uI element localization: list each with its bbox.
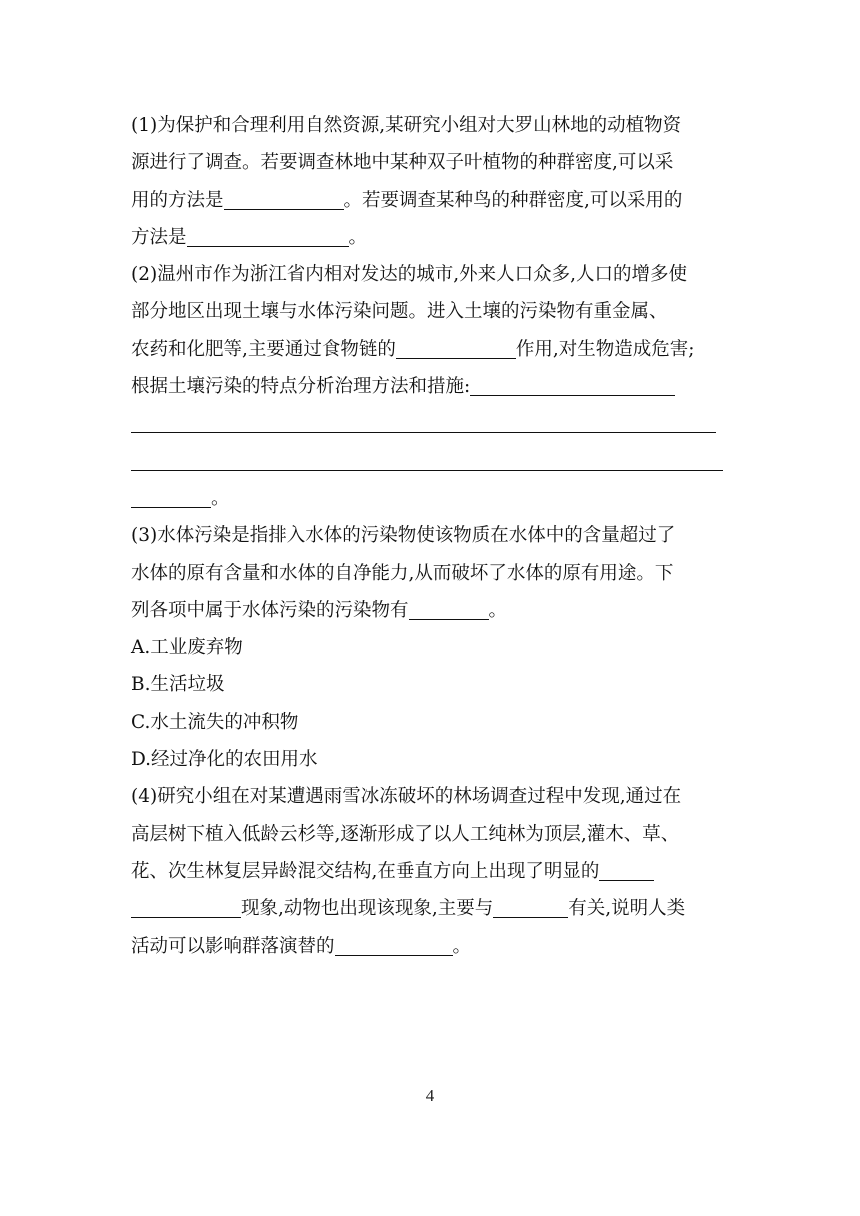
q2-line-5 bbox=[131, 405, 743, 442]
q3-text: 。 bbox=[488, 599, 508, 621]
q1-text: 用的方法是 bbox=[131, 189, 224, 211]
q2-line-1 bbox=[131, 256, 743, 293]
q3-line-1 bbox=[131, 517, 743, 554]
q3-line-3 bbox=[131, 592, 743, 629]
q4-text: 花、次生林复层异龄混交结构,在垂直方向上出现了明显的 bbox=[131, 860, 600, 882]
q2-text: 根据土壤污染的特点分析治理方法和措施: bbox=[131, 376, 471, 398]
q4-line-1 bbox=[131, 778, 743, 815]
q2-text: 作用,对生物造成危害; bbox=[515, 338, 695, 360]
q2-text: 部分地区出现土壤与水体污染问题。进入土壤的污染物有重金属、 bbox=[131, 301, 668, 323]
q4-line-2 bbox=[131, 816, 743, 853]
q1-text: 方法是 bbox=[131, 226, 187, 248]
page-number: 4 bbox=[425, 1086, 435, 1105]
option-text: D.经过净化的农田用水 bbox=[131, 749, 318, 771]
q3-text: (3)水体污染是指排入水体的污染物使该物质在水体中的含量超过了 bbox=[131, 525, 676, 547]
option-text: A.工业废弃物 bbox=[131, 637, 243, 659]
answer-blank-q4-succession[interactable] bbox=[335, 933, 453, 956]
q2-line-2 bbox=[131, 293, 743, 330]
option-text: C.水土流失的冲积物 bbox=[131, 711, 299, 733]
q3-text: 列各项中属于水体污染的污染物有 bbox=[131, 599, 409, 621]
q4-line-3 bbox=[131, 853, 743, 890]
q1-text: 。 bbox=[348, 226, 368, 248]
q2-text: (2)温州市作为浙江省内相对发达的城市,外来人口众多,人口的增多使 bbox=[131, 264, 687, 286]
q3-option-b bbox=[131, 666, 743, 703]
q3-option-a bbox=[131, 629, 743, 666]
q4-text: 现象,动物也出现该现象,主要与 bbox=[241, 898, 494, 920]
q4-line-4 bbox=[131, 890, 743, 927]
q4-text: (4)研究小组在对某遭遇雨雪冰冻破坏的林场调查过程中发现,通过在 bbox=[131, 786, 682, 808]
q2-text: 。 bbox=[211, 487, 230, 509]
q3-option-d bbox=[131, 741, 743, 778]
q1-text: 源进行了调查。若要调查林地中某种双子叶植物的种群密度,可以采 bbox=[131, 152, 674, 174]
q1-line-3 bbox=[131, 182, 743, 219]
answer-blank-q4-related-factor[interactable] bbox=[493, 895, 568, 918]
answer-blank-q4-structure-a[interactable] bbox=[599, 858, 654, 881]
q4-text: 。 bbox=[452, 935, 472, 957]
q2-line-6 bbox=[131, 443, 743, 480]
q1-text: (1)为保护和合理利用自然资源,某研究小组对大罗山林地的动植物资 bbox=[131, 115, 682, 136]
q2-text: 农药和化肥等,主要通过食物链的 bbox=[131, 338, 396, 360]
answer-blank-q2-measures-4[interactable] bbox=[131, 485, 211, 508]
answer-blank-q2-measures-3[interactable] bbox=[131, 448, 723, 471]
q1-line-2 bbox=[131, 144, 743, 181]
answer-blank-q2-food-chain[interactable] bbox=[396, 336, 516, 359]
answer-blank-q2-measures-2[interactable] bbox=[131, 410, 716, 433]
answer-blank-q3-pollutants[interactable] bbox=[409, 597, 489, 620]
answer-blank-q2-measures-1[interactable] bbox=[470, 373, 675, 396]
q2-line-4 bbox=[131, 368, 743, 405]
q3-line-2 bbox=[131, 555, 743, 592]
q1-text: 。若要调查某种鸟的种群密度,可以采用的 bbox=[343, 189, 683, 211]
question-content bbox=[131, 107, 743, 965]
q4-line-5 bbox=[131, 928, 743, 965]
q4-text: 活动可以影响群落演替的 bbox=[131, 935, 335, 957]
q2-line-3 bbox=[131, 331, 743, 368]
option-text: B.生活垃圾 bbox=[131, 674, 225, 696]
q4-text: 高层树下植入低龄云杉等,逐渐形成了以人工纯林为顶层,灌木、草、 bbox=[131, 823, 680, 845]
q3-option-c bbox=[131, 704, 743, 741]
q4-text: 有关,说明人类 bbox=[568, 898, 686, 920]
q3-text: 水体的原有含量和水体的自净能力,从而破坏了水体的原有用途。下 bbox=[131, 562, 674, 584]
answer-blank-q1-method-plant[interactable] bbox=[224, 187, 344, 210]
answer-blank-q4-structure-b[interactable] bbox=[131, 895, 241, 918]
q1-line-1 bbox=[131, 107, 743, 144]
q1-line-4 bbox=[131, 219, 743, 256]
q2-line-7 bbox=[131, 480, 743, 517]
answer-blank-q1-method-bird[interactable] bbox=[187, 224, 349, 247]
